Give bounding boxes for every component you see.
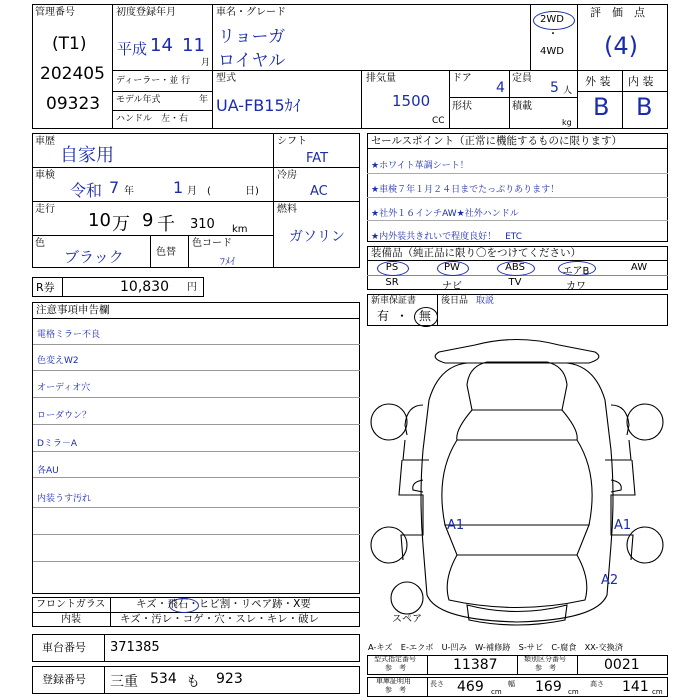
capacity-label: 定員 <box>512 73 532 84</box>
interior-cond-label: 内装 <box>61 614 81 625</box>
displacement-label: 排気量 <box>366 73 396 84</box>
inspection-label: 車検 <box>35 170 55 181</box>
mileage-man-unit: 万 <box>112 214 130 235</box>
notes-block <box>32 302 360 594</box>
equip-leather: カワ <box>566 281 586 292</box>
damage-legend: A-キズ E-エクボ U-凹み W-補修跡 S-サビ C-腐食 XX-交換済 <box>368 642 623 652</box>
first-reg-label: 初度登録年月 <box>116 7 176 18</box>
first-reg-year: 14 <box>150 35 173 56</box>
reg-number: 923 <box>216 671 243 687</box>
interior-label: 内 装 <box>628 75 654 88</box>
roof <box>442 440 592 525</box>
kg-unit: kg <box>562 118 572 127</box>
note-item-7: 内装うす汚れ <box>37 494 92 504</box>
shift-label: シフト <box>277 136 307 147</box>
equip-abs: ABS <box>505 262 525 273</box>
inspection-paren: ( <box>207 186 211 197</box>
wheel-rear-left <box>371 404 407 440</box>
height-unit: cm <box>652 688 663 696</box>
body-outline <box>421 363 613 622</box>
sales-point-3: ★社外１６インチAW★社外ハンドル <box>371 209 519 219</box>
shape-label: 形状 <box>452 101 472 112</box>
left-side <box>399 405 429 560</box>
cc-unit: CC <box>432 116 445 126</box>
mileage-label: 走行 <box>35 204 55 215</box>
equip-ps: PS <box>385 262 399 273</box>
fuel-label: 燃料 <box>277 204 297 215</box>
windshield <box>445 525 589 555</box>
reg-class: 534 <box>150 671 177 687</box>
spec-sub: 参 考 <box>385 664 406 672</box>
ac-value: AC <box>310 184 328 199</box>
type-value: UA-FB15ｶｲ <box>216 96 301 115</box>
sales-point-4: ★内外装共きれいで程度良好！ ETC <box>371 232 523 242</box>
length-unit: cm <box>491 688 502 696</box>
mgmt-code: (T1) <box>52 34 87 54</box>
recycle-amount: 10,830 <box>120 279 169 295</box>
dealer-label: ディーラー・並 行 <box>116 76 191 86</box>
right-side <box>605 405 635 560</box>
color-label: 色 <box>35 238 45 249</box>
history-label: 車歴 <box>35 136 55 147</box>
wheel-rear-right <box>627 404 663 440</box>
handle-label: ハンドル 左・右 <box>116 114 189 124</box>
length-value: 469 <box>457 679 484 695</box>
drive-4wd: 4WD <box>540 46 564 57</box>
note-item-6: 各AU <box>37 466 59 476</box>
person-unit: 人 <box>563 86 573 96</box>
docs-label: 後日品 <box>441 296 469 306</box>
reg-region: 三重 <box>110 674 138 690</box>
damage-mark-right: A1 <box>614 518 632 533</box>
car-grade: ロイヤル <box>218 51 286 71</box>
spare-wheel <box>391 582 423 614</box>
width-label: 幅 <box>508 680 515 688</box>
first-reg-era: 平成 <box>117 40 148 58</box>
first-reg-month: 11 <box>182 35 205 56</box>
reg-label: 登録番号 <box>42 673 86 686</box>
month-unit: 月 <box>201 58 211 68</box>
mileage-man: 10 <box>88 210 111 231</box>
docs-value: 取説 <box>476 296 495 306</box>
front-glass-label: フロントガラス <box>36 599 106 610</box>
year-unit: 年 <box>199 95 209 105</box>
exterior-grade: B <box>593 93 610 121</box>
color-code-label: 色コード <box>192 238 232 249</box>
fuel-value: ガソリン <box>289 229 345 245</box>
warranty-has: 有 <box>377 309 390 323</box>
shift-value: FAT <box>306 151 329 166</box>
mgmt-label: 管理番号 <box>35 7 75 18</box>
rear-window <box>457 410 577 440</box>
spec-value: 11387 <box>453 657 498 673</box>
note-item-1: 電格ミラー不良 <box>37 330 101 340</box>
sales-points-label: セールスポイント（正常に機能するものに限ります） <box>371 135 623 147</box>
spare-label: スペア <box>392 614 422 625</box>
reg-kana: も <box>186 674 200 690</box>
interior-cond-items: キズ・汚レ・コゲ・穴・スレ・キレ・破レ <box>120 613 320 625</box>
recycle-label: R券 <box>36 281 55 294</box>
inspection-era: 令和 <box>70 181 103 200</box>
mileage-hyaku: 310 <box>190 217 215 232</box>
car-damage-diagram <box>367 330 668 630</box>
drive-2wd: 2WD <box>540 14 564 25</box>
rear-spoiler <box>435 340 599 364</box>
width-value: 169 <box>535 679 562 695</box>
inspection-year: 7 <box>109 178 120 197</box>
equip-airbag: エアB <box>562 266 590 277</box>
recycle-block <box>32 277 204 297</box>
height-value: 141 <box>622 679 649 695</box>
mgmt-num2: 09323 <box>46 94 101 114</box>
notes-label: 注意事項申告欄 <box>36 304 110 316</box>
sales-point-1: ★ホワイト革調シート！ <box>371 161 469 171</box>
yen-unit: 円 <box>187 282 197 293</box>
color-change-label: 色替 <box>156 247 176 258</box>
inspection-month-unit: 月 <box>187 186 197 197</box>
damage-mark-left: A1 <box>447 518 465 533</box>
car-name-label: 車名・グレード <box>216 7 286 18</box>
color-code: ﾌﾒｲ <box>220 257 235 268</box>
note-item-2: 色変えW2 <box>37 356 79 366</box>
mileage-sen: 9 <box>142 210 154 231</box>
inspection-day-label: 日) <box>245 186 259 197</box>
equipment-label: 装備品（純正品に限り〇をつけてください） <box>371 247 581 259</box>
type-label: 型式 <box>216 73 236 84</box>
length-label: 長さ <box>430 680 444 688</box>
equip-pw: PW <box>444 262 460 273</box>
drive-dot: ・ <box>548 29 558 40</box>
interior-grade: B <box>636 93 653 121</box>
mgmt-num1: 202405 <box>40 64 105 84</box>
km-unit: km <box>232 224 248 235</box>
note-item-4: ローダウン？ <box>37 411 92 421</box>
trunk-panel <box>467 362 567 410</box>
payload-label: 積載 <box>512 101 532 112</box>
spec-label: 型式指定番号 <box>374 655 416 663</box>
chassis-value: 371385 <box>110 640 160 655</box>
color-value: ブラック <box>64 248 124 266</box>
rating-value: (4) <box>604 32 638 60</box>
equip-navi: ナビ <box>442 281 462 292</box>
model-year-label: モデル年式 <box>116 95 161 105</box>
displacement-value: 1500 <box>392 92 431 110</box>
rating-label: 評 価 点 <box>590 6 645 19</box>
cert-label: 車庫証明用 <box>376 677 411 685</box>
category-value: 0021 <box>604 657 640 673</box>
warranty-label: 新車保証書 <box>371 296 417 306</box>
warranty-none: 無 <box>419 309 432 323</box>
chassis-label: 車台番号 <box>42 641 86 654</box>
note-item-5: Dミラ－A <box>37 439 78 449</box>
hood <box>447 555 587 608</box>
front-glass-items: キズ・飛石・ヒビ割・リペア跡・X要 <box>136 598 311 610</box>
sales-point-2: ★車検７年１月２４日までたっぷりあります！ <box>371 185 560 195</box>
height-label: 高さ <box>590 680 604 688</box>
warranty-sep: ・ <box>396 309 409 323</box>
exterior-label: 外 装 <box>585 75 611 88</box>
note-item-3: オーディオ穴 <box>37 383 91 393</box>
history-value: 自家用 <box>60 145 114 166</box>
width-unit: cm <box>568 688 579 696</box>
door-value: 4 <box>496 80 505 96</box>
damage-mark-right-front: A2 <box>601 573 619 588</box>
car-name: リョーガ <box>218 27 286 47</box>
ac-label: 冷房 <box>277 170 297 181</box>
category-label: 類別区分番号 <box>524 655 566 663</box>
equip-sr: SR <box>385 277 399 288</box>
cert-sub: 参 考 <box>385 686 406 694</box>
equip-tv: TV <box>508 277 522 288</box>
capacity-value: 5 <box>550 80 559 96</box>
equip-aw: AW <box>630 262 648 273</box>
inspection-month: 1 <box>173 178 184 197</box>
mileage-sen-unit: 千 <box>157 214 175 235</box>
category-sub: 参 考 <box>535 664 556 672</box>
door-label: ドア <box>452 73 472 84</box>
inspection-year-unit: 年 <box>124 186 134 197</box>
